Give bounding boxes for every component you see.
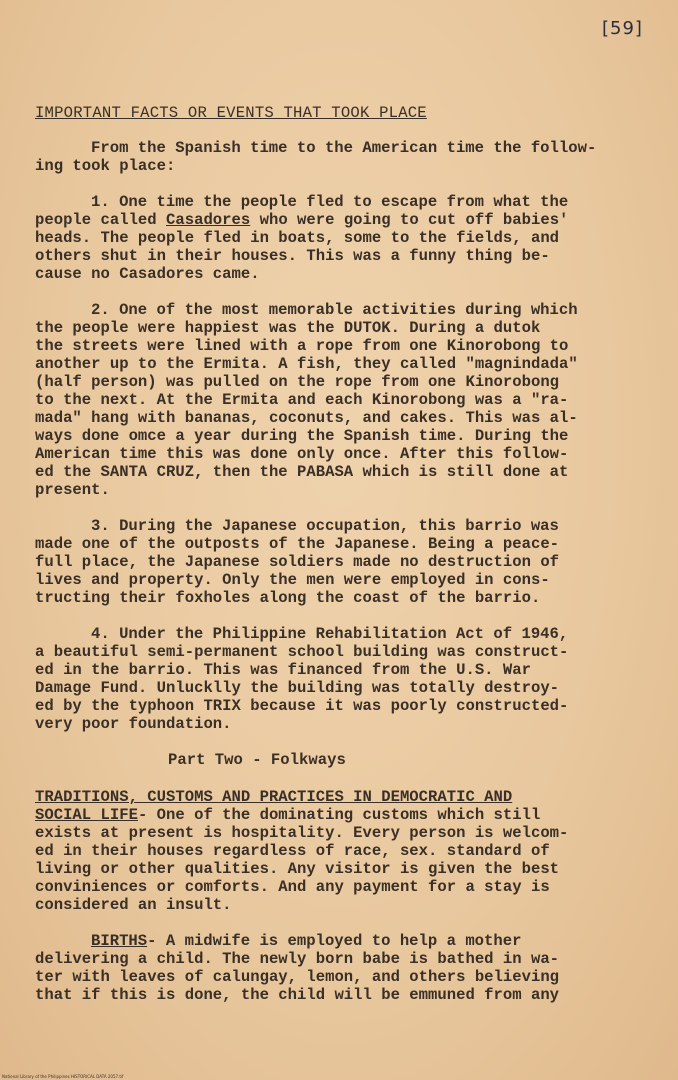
births-text: - A midwife is employed to help a mother delivering a child. The newly born babe is bathed in wa- ter with leaves of calungay, lemon, and others believing that if this is done, the child will be emmuned from any	[35, 932, 560, 1004]
traditions-label: TRADITIONS, CUSTOMS AND PRACTICES IN DEMOCRATIC AND SOCIAL LIFE	[35, 788, 513, 824]
births-paragraph	[35, 932, 647, 1004]
event-item-1-text-b: who were going to cut off babies' heads. The people fled in boats, some to the fields, and others shut in their houses. This was a funny thing be- cause no Casadores came.	[35, 211, 569, 283]
intro-paragraph: From the Spanish time to the American time the follow- ing took place:	[35, 139, 597, 175]
event-item-2: 2. One of the most memorable activities during which the people were happiest was the DUTOK. During a dutok the streets were lined with a rope from one Kinorobong to another up to the Ermita. A fish, they called "magnindada" (half person) was pulled on the rope from one Kinorobong to the next. At the Ermita and each Kinorobong was a "ra- mada" hang with bananas, coconuts, and cakes. This was al- ways done omce a year during the Spanish time. During the American time this was done only once. After this follow- ed the SANTA CRUZ, then the PABASA which is still done at present.	[35, 301, 578, 499]
births-label: BIRTHS	[91, 932, 148, 950]
event-item-4: 4. Under the Philippine Rehabilitation Act of 1946, a beautiful semi-permanent school building was construct- ed in the barrio. This was financed from the U.S. War Damage Fund. Unlucklly the building was totally destroy- ed by the typhoon TRIX because it was poorly constructed- very poor foundation.	[35, 625, 569, 733]
event-item-1	[35, 193, 647, 283]
traditions-paragraph	[35, 788, 647, 914]
part-two-heading: Part Two - Folkways	[168, 751, 346, 769]
section-heading: IMPORTANT FACTS OR EVENTS THAT TOOK PLACE	[35, 104, 427, 122]
casadores-term: Casadores	[166, 211, 251, 229]
page-number: [59]	[602, 18, 643, 39]
event-item-3: 3. During the Japanese occupation, this barrio was made one of the outposts of the Japanese. Being a peace- full place, the Japanese soldiers made no destruction of lives and property. Only the men were employed in cons- tructing their foxholes along the coast of the barrio.	[35, 517, 560, 607]
footer-caption: National Library of the Philippines HISTORICAL DATA 2057.tif	[2, 1074, 124, 1079]
event-item-1-text-a: 1. One time the people fled to escape from what the people called	[35, 193, 569, 229]
document-body	[35, 104, 647, 1022]
traditions-text: - One of the dominating customs which still exists at present is hospitality. Every person is welcom- ed in their houses regardless of race, sex. standard of living or other qualities. Any visitor is given the best conviniences or comforts. And any payment for a stay is considered an insult.	[35, 806, 569, 914]
